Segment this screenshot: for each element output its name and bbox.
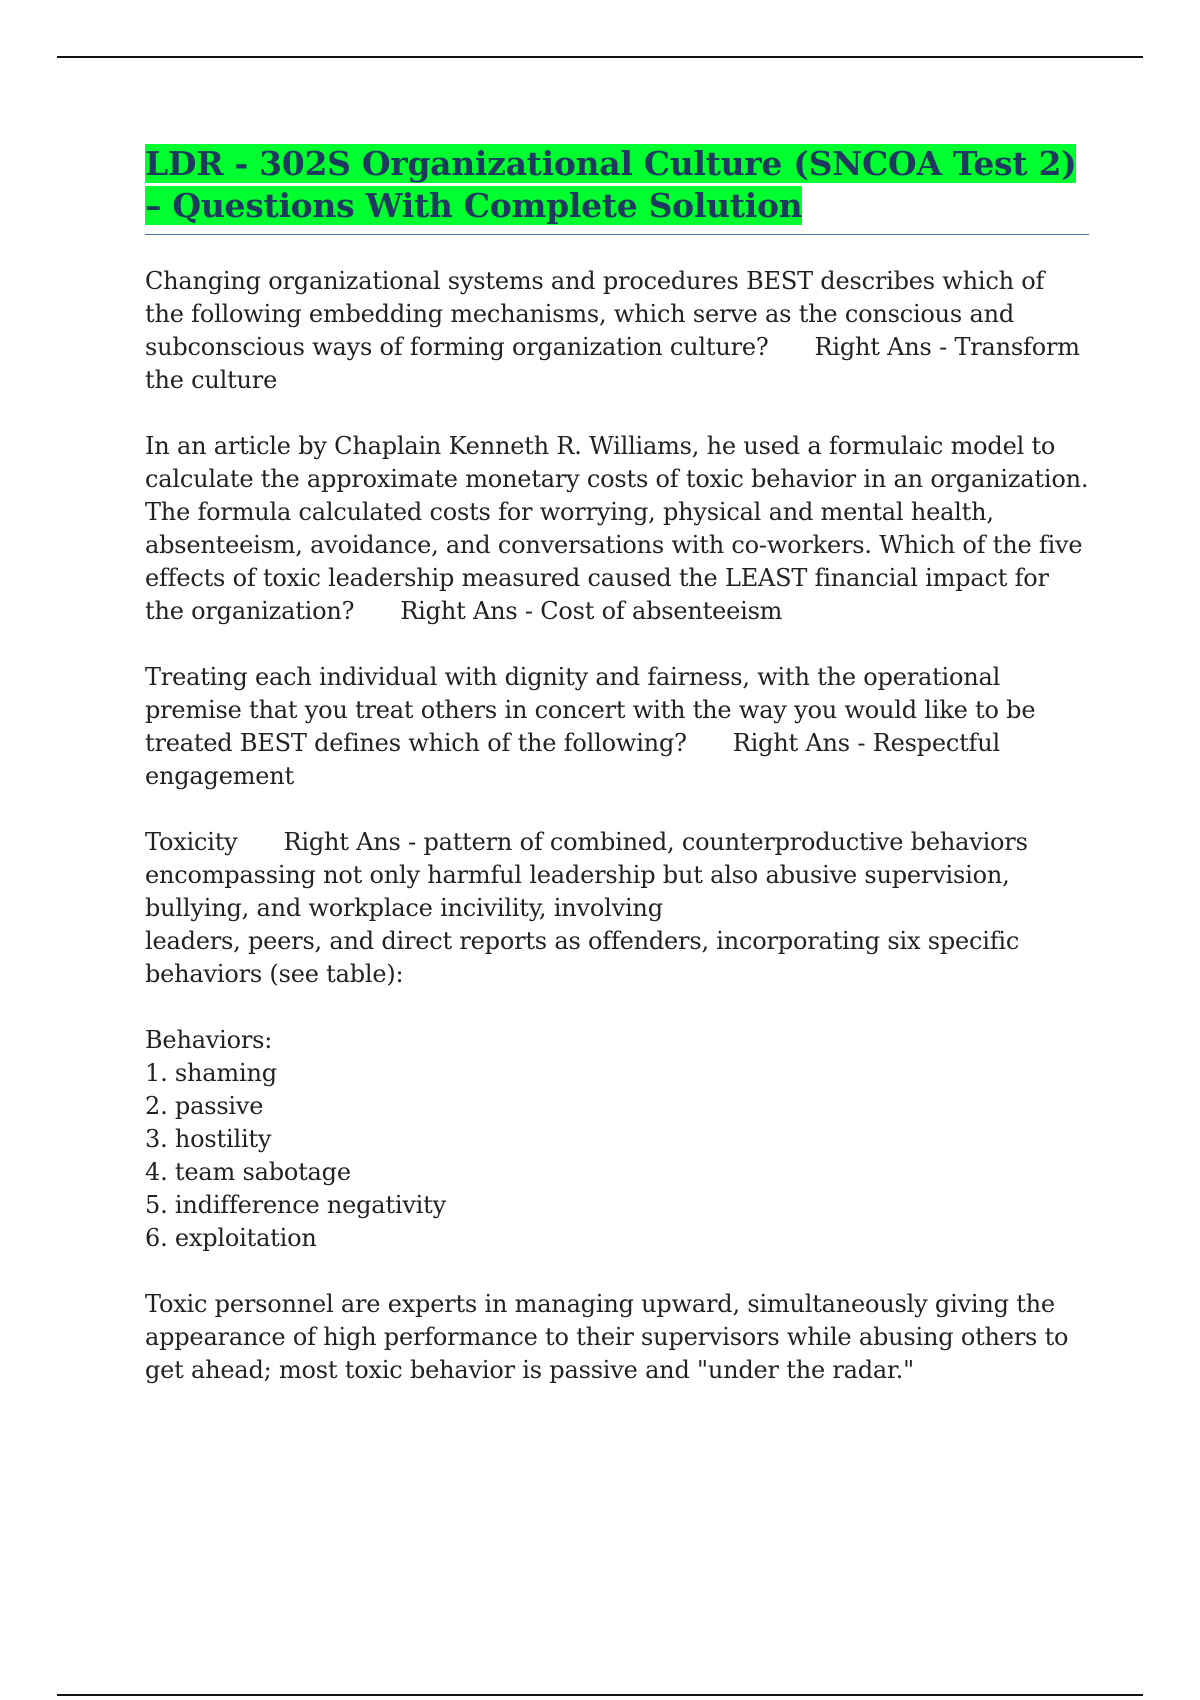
- list-item: 5. indifference negativity: [145, 1191, 446, 1219]
- question-text: Changing organizational systems and procedures BEST describes which of the following embedding mechanisms, which serve as the conscious and subconscious ways of forming organization culture?: [145, 267, 1045, 361]
- qa-item-4: [145, 826, 1090, 991]
- question-text: Toxicity: [145, 828, 238, 856]
- list-item: 3. hostility: [145, 1125, 272, 1153]
- title-highlight: LDR - 302S Organizational Culture (SNCOA Test 2) – Questions With Complete Solution: [145, 144, 1077, 225]
- answer-text: Right Ans - Respectful engagement: [145, 729, 1000, 790]
- qa-item-3: [145, 661, 1090, 793]
- qa-item-1: [145, 265, 1090, 397]
- title-underline: [145, 234, 1089, 235]
- question-text: Treating each individual with dignity and fairness, with the operational premise that you treat others in concert with the way you would like to be treated BEST defines which of the following?: [145, 663, 1036, 757]
- behaviors-heading: Behaviors:: [145, 1026, 273, 1054]
- answer-text: Right Ans - pattern of combined, counterproductive behaviors encompassing not only harmful leadership but also abusive supervision, bullying, and workplace incivility, involving: [145, 828, 1028, 922]
- list-item: 1. shaming: [145, 1059, 277, 1087]
- answer-text: Right Ans - Transform the culture: [145, 333, 1080, 394]
- header-rule: [57, 56, 1143, 58]
- behaviors-list: [145, 1057, 1090, 1255]
- question-text: In an article by Chaplain Kenneth R. Williams, he used a formulaic model to calculate the approximate monetary costs of toxic behavior in an organization. The formula calculated costs for worrying, physical and mental health, absenteeism, avoidance, and conversations with co-workers. Which of the five effects of toxic leadership measured caused the LEAST financial impact for the organization?: [145, 432, 1089, 625]
- footer-rule: [57, 1694, 1143, 1696]
- list-item: 2. passive: [145, 1092, 264, 1120]
- answer-text: Right Ans - Cost of absenteeism: [400, 597, 783, 625]
- document-title: [145, 143, 1090, 227]
- list-item: 4. team sabotage: [145, 1158, 351, 1186]
- closing-paragraph: Toxic personnel are experts in managing upward, simultaneously giving the appearance of high performance to their supervisors while abusing others to get ahead; most toxic behavior is passive and "under the radar.": [145, 1290, 1069, 1384]
- qa-item-2: [145, 430, 1090, 628]
- document-body: [145, 143, 1090, 1387]
- answer-text-continued: leaders, peers, and direct reports as offenders, incorporating six specific behaviors (see table):: [145, 927, 1020, 988]
- list-item: 6. exploitation: [145, 1224, 317, 1252]
